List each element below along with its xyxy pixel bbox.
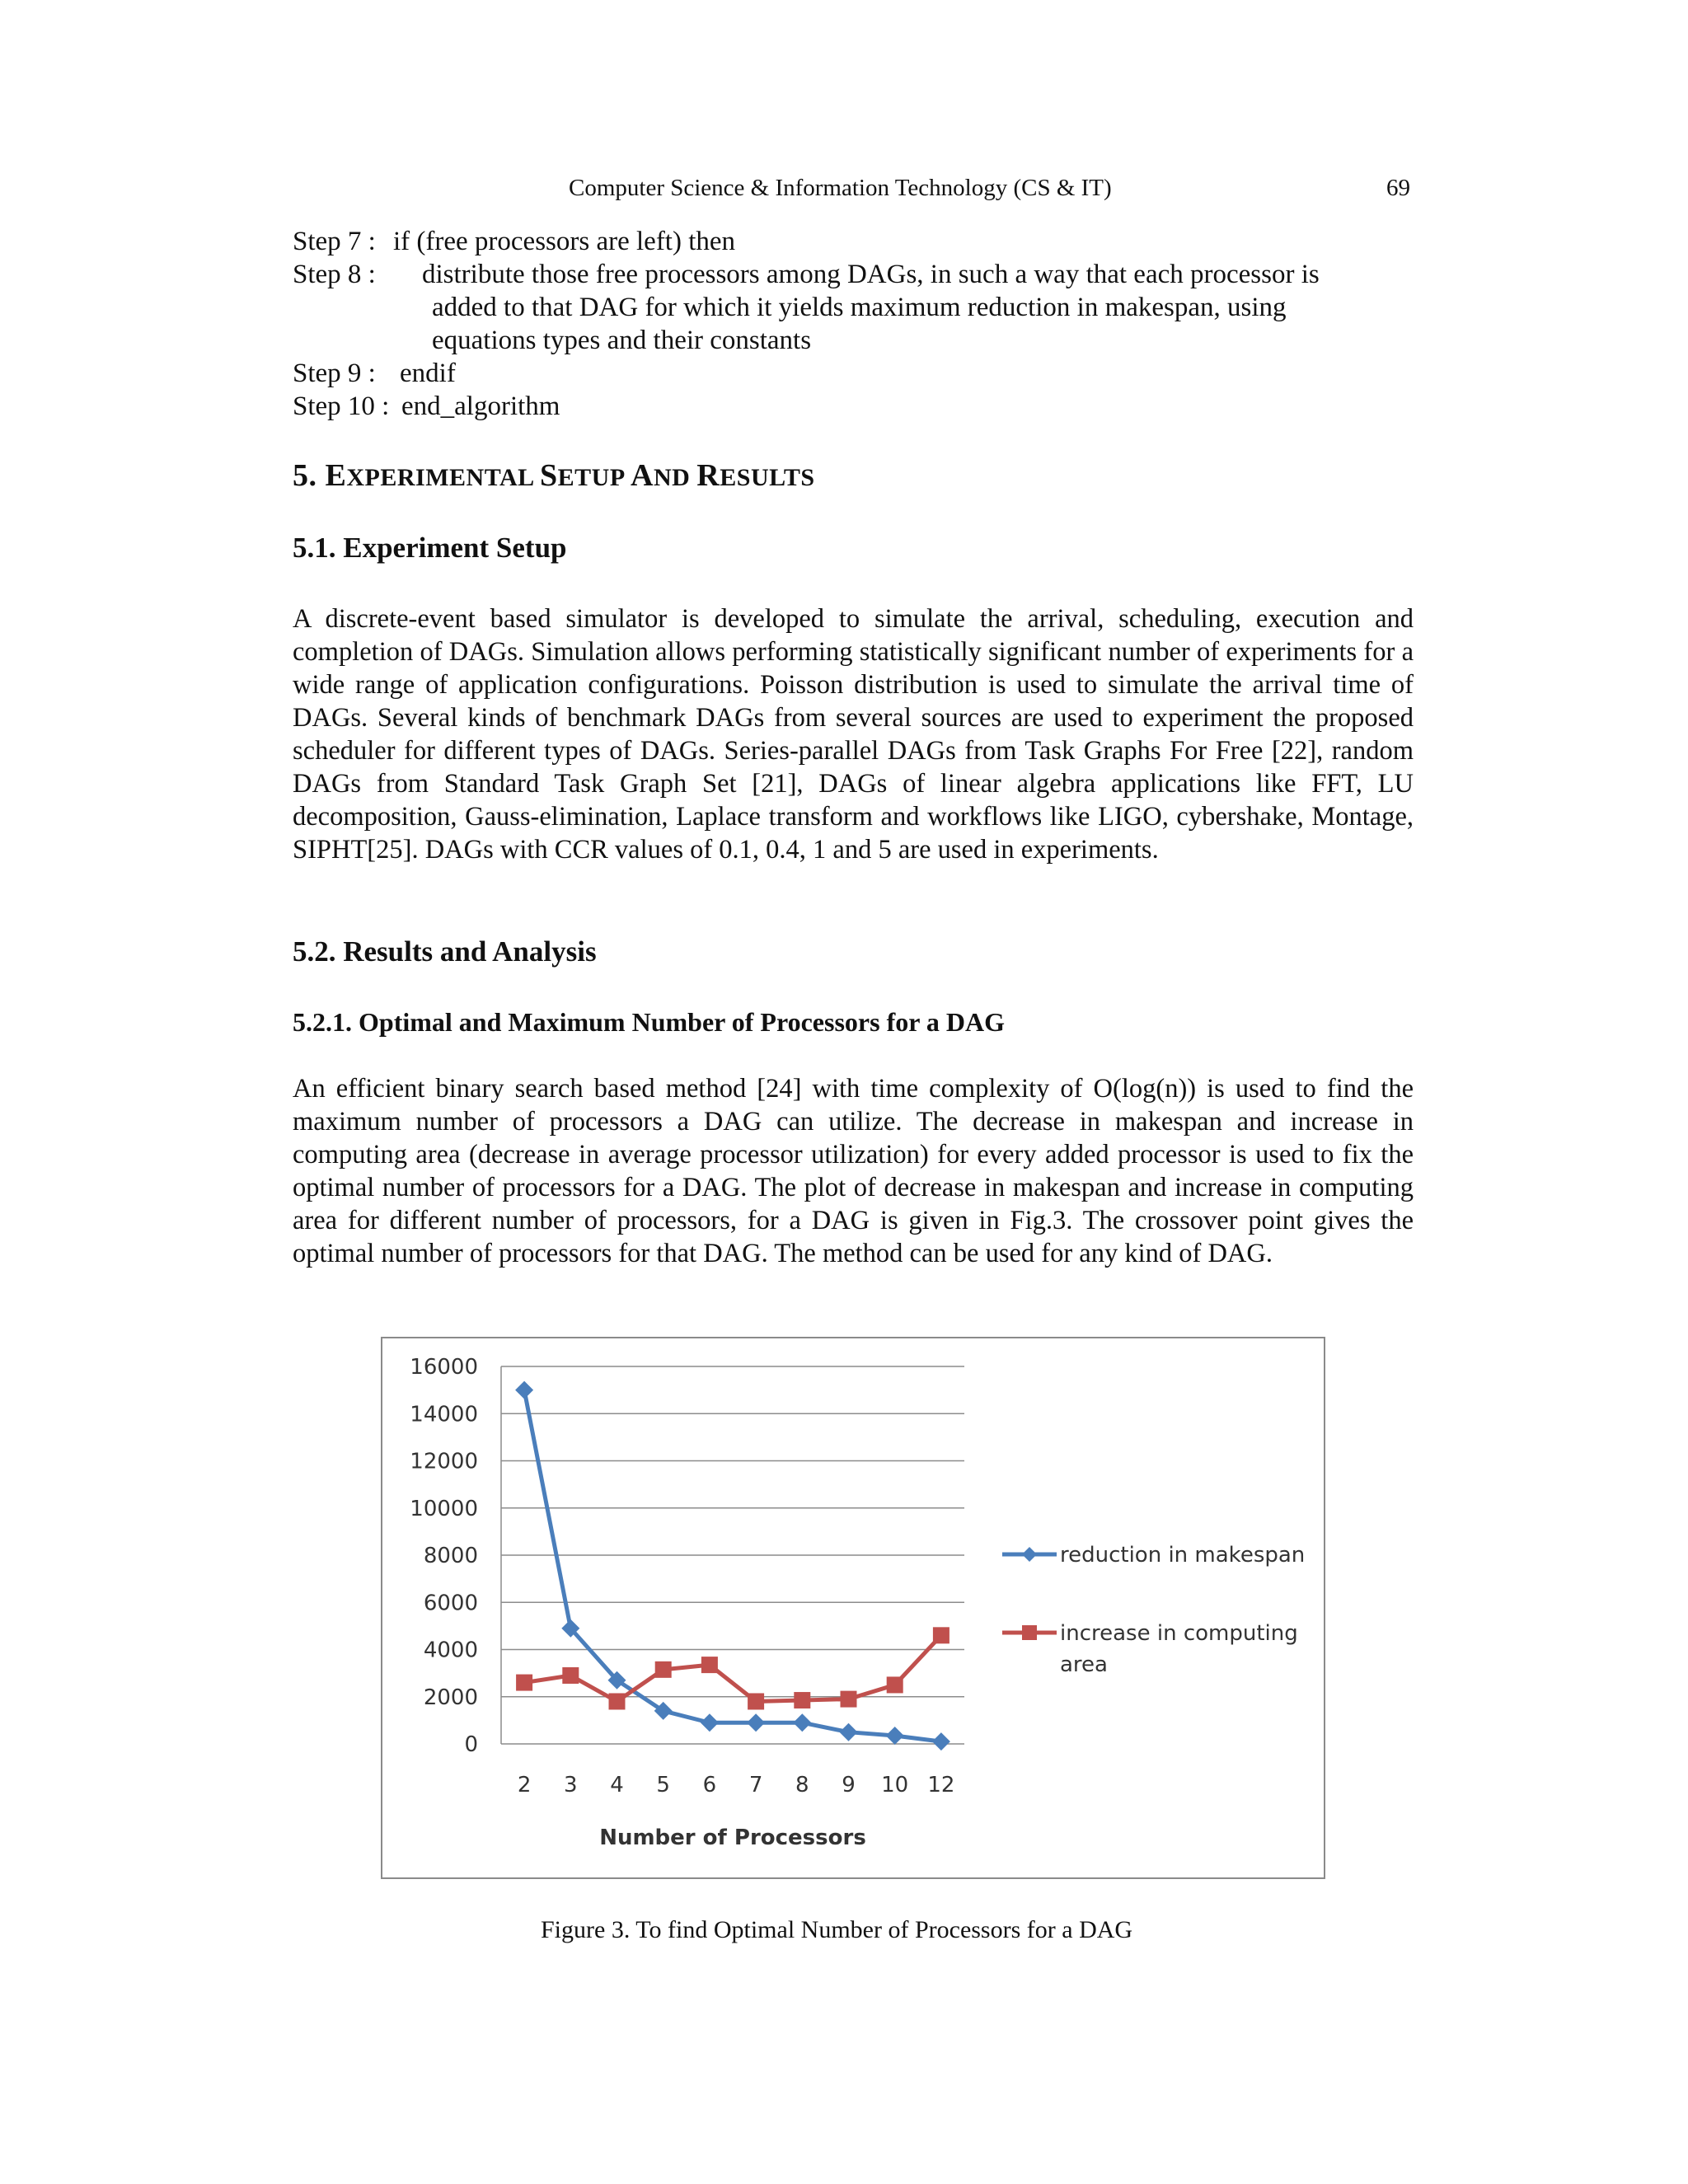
section-title: 5. EXPERIMENTAL SETUP AND RESULTS [293, 458, 815, 493]
legend-marker [1022, 1547, 1037, 1562]
legend-label: area [1060, 1652, 1108, 1677]
legend-label: reduction in makespan [1060, 1543, 1306, 1568]
data-point-square [933, 1627, 950, 1643]
line-chart [382, 1338, 1324, 1877]
x-tick-label: 10 [881, 1773, 909, 1797]
x-tick-label: 6 [702, 1773, 717, 1797]
data-point-square [655, 1661, 672, 1678]
x-axis-label: Number of Processors [599, 1825, 866, 1850]
running-header: Computer Science & Information Technology (CS & IT) [569, 175, 1112, 201]
step-label: Step 7 : [293, 227, 376, 256]
step-label: Step 8 : [293, 260, 376, 289]
figure-caption: Figure 3. To find Optimal Number of Processors for a DAG [541, 1916, 1133, 1943]
step-label: Step 10 : [293, 391, 390, 421]
step-text: equations types and their constants [432, 326, 812, 355]
paragraph: A discrete-event based simulator is developed to simulate the arrival, scheduling, execution and completion of DAGs. Simulation allows performing statistically significant number of experiments for a wide range of application configurations. Poisson distribution is used to simulate the arrival time of DAGs. Several kinds of benchmark DAGs from several sources are used to experiment the proposed scheduler for different types of DAGs. Series-parallel DAGs from Task Graphs For Free [22], random DAGs from Standard Task Graph Set [21], DAGs of linear algebra applications like FFT, LU decomposition, Gauss-elimination, Laplace transform and workflows like LIGO, cybershake, Montage, SIPHT[25]. DAGs with CCR values of 0.1, 0.4, 1 and 5 are used in experiments. [293, 604, 1414, 865]
subsubsection-title: 5.2.1. Optimal and Maximum Number of Processors for a DAG [293, 1007, 1005, 1037]
y-tick-label: 8000 [423, 1544, 478, 1568]
step-label: Step 9 : [293, 359, 376, 388]
step-text: distribute those free processors among DAGs, in such a way that each processor is [422, 260, 1320, 289]
step-text: added to that DAG for which it yields maximum reduction in makespan, using [432, 293, 1287, 322]
y-tick-label: 0 [464, 1732, 478, 1757]
data-point-diamond [932, 1732, 950, 1750]
subsection-title: 5.1. Experiment Setup [293, 532, 567, 564]
data-point-diamond [840, 1723, 858, 1741]
data-point-diamond [793, 1713, 811, 1732]
y-tick-label: 12000 [410, 1449, 478, 1474]
data-point-square [794, 1692, 810, 1708]
y-tick-label: 10000 [410, 1496, 478, 1521]
page-number: 69 [1386, 175, 1410, 201]
data-point-square [841, 1691, 857, 1708]
data-point-diamond [886, 1727, 904, 1745]
figure-frame [381, 1337, 1325, 1879]
x-tick-label: 5 [656, 1773, 670, 1797]
y-tick-label: 6000 [423, 1591, 478, 1616]
y-tick-label: 16000 [410, 1355, 478, 1380]
data-point-square [748, 1693, 764, 1709]
subsection-title: 5.2. Results and Analysis [293, 935, 597, 968]
x-tick-label: 12 [927, 1773, 955, 1797]
x-tick-label: 9 [842, 1773, 856, 1797]
data-point-diamond [515, 1381, 533, 1399]
x-tick-label: 3 [564, 1773, 578, 1797]
data-point-square [516, 1675, 532, 1691]
y-tick-label: 2000 [423, 1685, 478, 1710]
x-tick-label: 4 [610, 1773, 624, 1797]
data-point-square [562, 1667, 579, 1684]
data-point-diamond [701, 1713, 719, 1732]
legend-marker [1022, 1625, 1037, 1640]
x-tick-label: 2 [517, 1773, 532, 1797]
step-text: if (free processors are left) then [393, 227, 736, 256]
data-point-diamond [747, 1713, 765, 1732]
y-tick-label: 14000 [410, 1402, 478, 1427]
paragraph: An efficient binary search based method [24] with time complexity of O(log(n)) is used to find the maximum number of processors a DAG can utilize. The decrease in makespan and increase in computing area (decrease in average processor utilization) for every added processor is used to fix the optimal number of processors for a DAG. The plot of decrease in makespan and increase in computing area for different number of processors, for a DAG is given in Fig.3. The crossover point gives the optimal number of processors for that DAG. The method can be used for any kind of DAG. [293, 1074, 1414, 1268]
x-tick-label: 8 [795, 1773, 809, 1797]
legend-label: increase in computing [1060, 1621, 1298, 1646]
data-point-square [609, 1693, 626, 1709]
step-text: end_algorithm [401, 391, 560, 421]
step-text: endif [400, 359, 456, 388]
data-point-square [701, 1657, 718, 1673]
data-point-square [887, 1676, 903, 1693]
y-tick-label: 4000 [423, 1638, 478, 1663]
x-tick-label: 7 [748, 1773, 763, 1797]
